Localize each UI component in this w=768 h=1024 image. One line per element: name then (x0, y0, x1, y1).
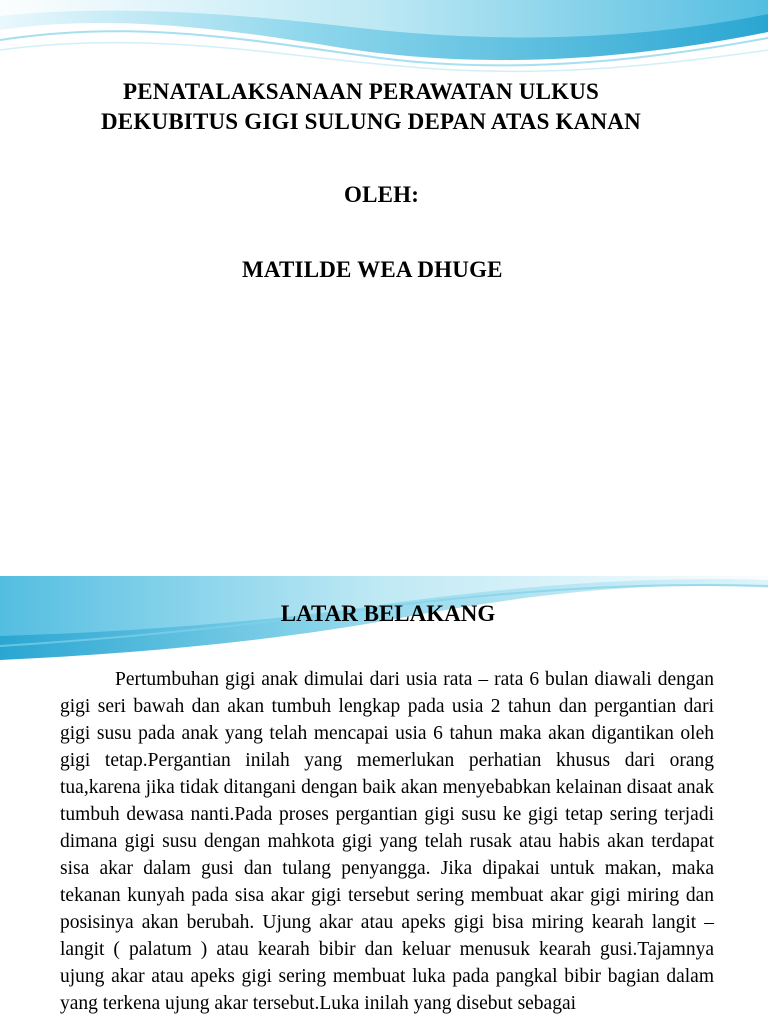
section-title: LATAR BELAKANG (280, 601, 496, 626)
title-line-1: PENATALAKSANAAN PERAWATAN ULKUS (123, 79, 600, 104)
wave-header-decoration (0, 0, 768, 90)
author-name: MATILDE WEA DHUGE (242, 257, 503, 282)
body-paragraph: Pertumbuhan gigi anak dimulai dari usia rata – rata 6 bulan diawali dengan gigi seri bawah dan akan tumbuh lengkap pada usia 2 tahun dan pergantian dari gigi susu pada anak yang telah mencapai usia 6 tahun maka akan digantikan oleh gigi tetap.Pergantian inilah yang memerlukan perhatian khusus dari orang tua,karena jika tidak ditangani dengan baik akan menyebabkan kelainan disaat anak tumbuh dewasa nanti.Pada proses pergantian gigi susu ke gigi tetap sering terjadi dimana gigi susu dengan mahkota gigi yang telah rusak atau habis akan terdapat sisa akar dalam gusi dan tulang penyangga. Jika dipakai untuk makan, maka tekanan kunyah pada sisa akar gigi tersebut sering membuat akar gigi miring dan posisinya akan berubah. Ujung akar atau apeks gigi bisa miring kearah langit – langit ( palatum ) atau kearah bibir dan keluar menusuk kearah gusi.Tajamnya ujung akar atau apeks gigi sering membuat luka pada pangkal bibir bagian dalam yang terkena ujung akar tersebut.Luka inilah yang disebut sebagai (60, 669, 714, 1014)
slide-background (0, 576, 768, 1024)
byline-label: OLEH: (344, 182, 420, 207)
title-line-2: DEKUBITUS GIGI SULUNG DEPAN ATAS KANAN (101, 109, 641, 134)
